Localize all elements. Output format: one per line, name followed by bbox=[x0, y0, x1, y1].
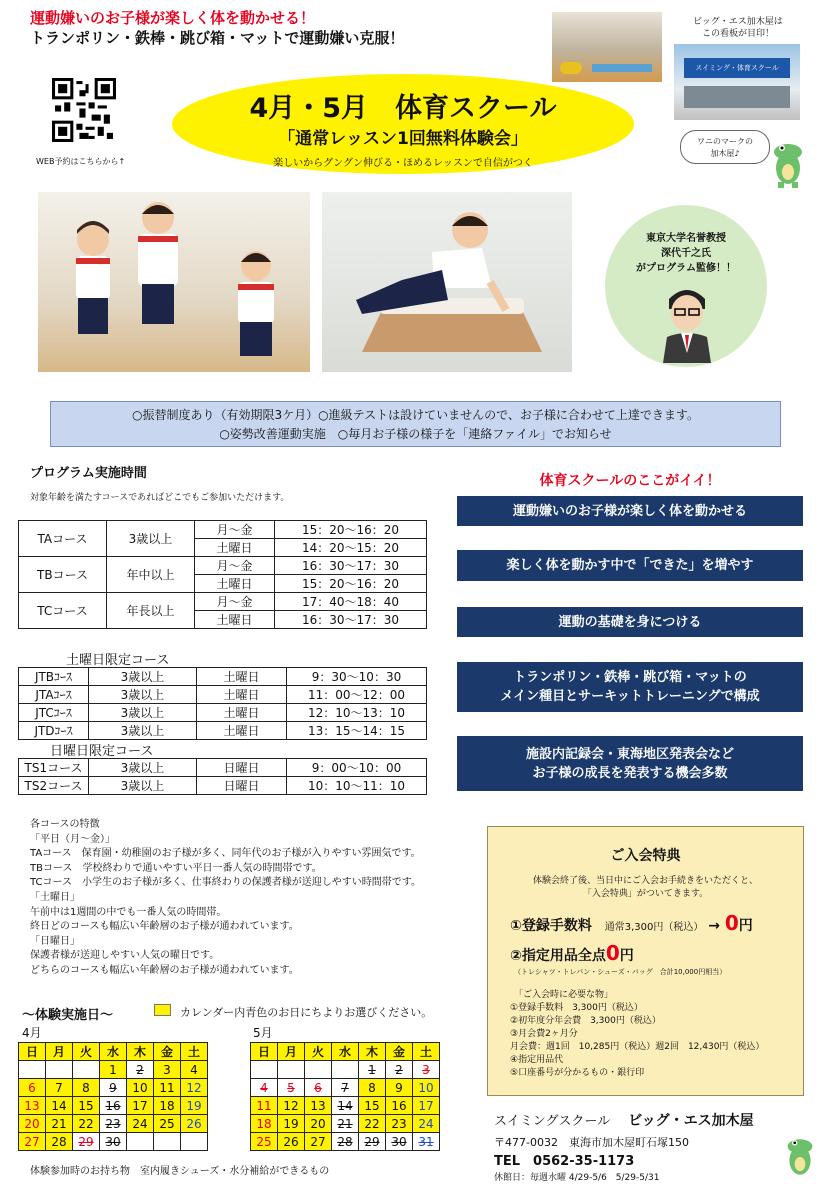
crocodile-bubble: ワニのマークの 加木屋♪ bbox=[680, 130, 770, 164]
course-day: 土曜日 bbox=[197, 722, 287, 740]
calendar-day[interactable]: 10 bbox=[127, 1079, 154, 1097]
headline-line2: トランポリン・鉄棒・跳び箱・マットで運動嫌い克服！ bbox=[30, 29, 405, 47]
calendar-day[interactable]: 17 bbox=[413, 1097, 440, 1115]
calendar-day: 3 bbox=[413, 1061, 440, 1079]
may-calendar bbox=[250, 1042, 440, 1151]
perk-arrow: → bbox=[708, 918, 720, 934]
calendar-day[interactable]: 13 bbox=[305, 1097, 332, 1115]
calendar-day[interactable]: 15 bbox=[359, 1097, 386, 1115]
calendar-weekday-row bbox=[251, 1043, 440, 1061]
calendar-day: 14 bbox=[332, 1097, 359, 1115]
feature-2: 楽しく体を動かす中で「できた」を増やす bbox=[457, 550, 803, 581]
note-line: 「平日（月～金）」 bbox=[30, 833, 115, 845]
footer-school bbox=[494, 1110, 754, 1130]
footer-tel[interactable]: TEL 0562-35-1173 bbox=[494, 1154, 635, 1169]
calendar-day[interactable]: 11 bbox=[251, 1097, 278, 1115]
need-list bbox=[510, 1002, 803, 1080]
perks-heading: ご入会特典 bbox=[610, 848, 681, 864]
calendar-day[interactable]: 6 bbox=[19, 1079, 46, 1097]
perk-item-2-label: ②指定用品全点 bbox=[510, 948, 606, 964]
weekday-label: 水 bbox=[100, 1043, 127, 1061]
footer-name: ビッグ・エス加木屋 bbox=[628, 1113, 754, 1129]
saturday-table bbox=[18, 667, 427, 740]
weekday-label: 土 bbox=[413, 1043, 440, 1061]
calendar-day[interactable]: 18 bbox=[251, 1115, 278, 1133]
calendar-empty bbox=[181, 1133, 208, 1151]
info-line2: ○姿勢改善運動実施 ○毎月お子様の様子を「連絡ファイル」でお知らせ bbox=[219, 427, 612, 441]
limited-course-row bbox=[19, 722, 427, 740]
weekday-label: 月 bbox=[46, 1043, 73, 1061]
schedule-row bbox=[19, 557, 427, 575]
schedule-row bbox=[19, 593, 427, 611]
calendar-day: 28 bbox=[332, 1133, 359, 1151]
calendar-day[interactable]: 24 bbox=[413, 1115, 440, 1133]
calendar-day: 9 bbox=[100, 1079, 127, 1097]
course-day: 土曜日 bbox=[197, 704, 287, 722]
calendar-day[interactable]: 15 bbox=[73, 1097, 100, 1115]
perk-item-1-detail: 通常3,300円（税込） bbox=[604, 922, 704, 933]
schedule-row bbox=[19, 521, 427, 539]
calendar-day[interactable]: 27 bbox=[305, 1133, 332, 1151]
note-line: TCコース 小学生のお子様が多く、仕事終わりの保護者様が送迎しやすい時間帯です。 bbox=[30, 877, 422, 889]
calendar-heading: ～体験実施日～ bbox=[22, 1008, 114, 1023]
calendar-day: 30 bbox=[100, 1133, 127, 1151]
tagline: 楽しいからグングン伸びる・ほめるレッスンで自信がつく bbox=[273, 158, 533, 169]
bring-note: 体験参加時のお持ち物 室内履きシューズ・水分補給ができるもの bbox=[30, 1166, 330, 1177]
calendar-empty bbox=[305, 1061, 332, 1079]
calendar-day[interactable]: 23 bbox=[386, 1115, 413, 1133]
perk-item-2-yen: 円 bbox=[619, 948, 634, 964]
course-time: 10：10～11：10 bbox=[287, 777, 427, 795]
course-age: 3歳以上 bbox=[89, 686, 197, 704]
calendar-week-row bbox=[251, 1097, 440, 1115]
calendar-day: 23 bbox=[100, 1115, 127, 1133]
weekday-label: 火 bbox=[305, 1043, 332, 1061]
limited-course-row bbox=[19, 759, 427, 777]
calendar-day[interactable]: 11 bbox=[154, 1079, 181, 1097]
kids-photo bbox=[38, 192, 310, 372]
course-day: 日曜日 bbox=[197, 759, 287, 777]
calendar-week-row bbox=[251, 1079, 440, 1097]
calendar-empty bbox=[19, 1061, 46, 1079]
calendar-empty bbox=[154, 1133, 181, 1151]
note-line: 「土曜日」 bbox=[30, 891, 80, 903]
course-time: 9：30～10：30 bbox=[287, 668, 427, 686]
calendar-day: 31 bbox=[413, 1133, 440, 1151]
calendar-legend: カレンダー内青色のお日にちよりお選びください。 bbox=[180, 1006, 433, 1019]
calendar-day[interactable]: 20 bbox=[19, 1115, 46, 1133]
weekday-label: 土 bbox=[181, 1043, 208, 1061]
note-line: 午前中は1週間の中でも一番人気の時間帯。 bbox=[30, 906, 227, 918]
calendar-day[interactable]: 17 bbox=[127, 1097, 154, 1115]
calendar-day[interactable]: 8 bbox=[359, 1079, 386, 1097]
calendar-week-row bbox=[251, 1061, 440, 1079]
child-figure-1 bbox=[76, 221, 110, 334]
course-time: 12：10～13：10 bbox=[287, 704, 427, 722]
course-day: 土曜日 bbox=[197, 668, 287, 686]
info-line1: ○振替制度あり（有効期限3ケ月）○進級テストは設けていませんので、お子様に合わせて上達できます。 bbox=[132, 408, 699, 422]
crocodile-icon bbox=[766, 138, 810, 190]
course-name: TS2コース bbox=[19, 777, 89, 795]
course-age: 3歳以上 bbox=[89, 759, 197, 777]
need-item: ④指定用品代 bbox=[510, 1055, 564, 1065]
course-day: 土曜日 bbox=[195, 539, 275, 557]
calendar-week-row bbox=[19, 1133, 208, 1151]
course-day: 土曜日 bbox=[195, 575, 275, 593]
course-age: 3歳以上 bbox=[89, 777, 197, 795]
calendar-day[interactable]: 1 bbox=[100, 1061, 127, 1079]
need-item: ②初年度分年会費 3,300円（税込） bbox=[510, 1016, 661, 1026]
perk-item-1 bbox=[510, 911, 803, 935]
calendar-day: 29 bbox=[73, 1133, 100, 1151]
calendar-empty bbox=[46, 1061, 73, 1079]
calendar-empty bbox=[127, 1133, 154, 1151]
calendar-day[interactable]: 22 bbox=[73, 1115, 100, 1133]
professor-text: 東京大学名誉教授 深代千之氏 がプログラム監修！！ bbox=[636, 233, 736, 274]
calendar-day[interactable]: 3 bbox=[154, 1061, 181, 1079]
saturday-heading: 土曜日限定コース bbox=[66, 653, 170, 668]
note-line: どちらのコースも幅広い年齢層のお子様が通われています。 bbox=[30, 964, 299, 976]
course-name: TAコース bbox=[19, 521, 107, 557]
calendar-day: 5 bbox=[278, 1079, 305, 1097]
footer-address: 〒477-0032 東海市加木屋町石塚150 bbox=[494, 1136, 689, 1149]
calendar-day[interactable]: 12 bbox=[181, 1079, 208, 1097]
calendar-day[interactable]: 16 bbox=[386, 1097, 413, 1115]
note-line: TAコース 保育園・幼稚園のお子様が多く、同年代のお子様が入りやすい雰囲気です。 bbox=[30, 848, 421, 860]
calendar-day[interactable]: 9 bbox=[386, 1079, 413, 1097]
need-item: ①登録手数料 3,300円（税込） bbox=[510, 1003, 643, 1013]
calendar-day[interactable]: 25 bbox=[154, 1115, 181, 1133]
course-name: JTAｺｰｽ bbox=[19, 686, 89, 704]
course-age: 3歳以上 bbox=[107, 521, 195, 557]
calendar-day[interactable]: 7 bbox=[46, 1079, 73, 1097]
calendar-day[interactable]: 28 bbox=[46, 1133, 73, 1151]
professor-illustration bbox=[657, 283, 717, 363]
calendar-day[interactable]: 24 bbox=[127, 1115, 154, 1133]
calendar-day: 2 bbox=[127, 1061, 154, 1079]
need-heading: 「ご入会時に必要な物」 bbox=[514, 990, 614, 1000]
sign-note: ビッグ・エス加木屋は この看板が目印！ bbox=[693, 17, 783, 39]
vaulting-box bbox=[362, 310, 542, 352]
calendar-week-row bbox=[19, 1097, 208, 1115]
course-time: 13：15～14：15 bbox=[287, 722, 427, 740]
perk-item-1-label: ①登録手数料 bbox=[510, 918, 592, 934]
feature-1: 運動嫌いのお子様が楽しく体を動かせる bbox=[457, 496, 803, 526]
weekday-label: 金 bbox=[154, 1043, 181, 1061]
calendar-day: 21 bbox=[332, 1115, 359, 1133]
weekday-label: 日 bbox=[251, 1043, 278, 1061]
weekday-label: 金 bbox=[386, 1043, 413, 1061]
calendar-empty bbox=[332, 1061, 359, 1079]
qr-label: WEB予約はこちらから↑ bbox=[36, 157, 126, 166]
feature-4: トランポリン・鉄棒・跳び箱・マットの メイン種目とサーキットトレーニングで構成 bbox=[457, 662, 803, 712]
course-time: 9：00～10：00 bbox=[287, 759, 427, 777]
weekday-label: 木 bbox=[359, 1043, 386, 1061]
weekday-label: 日 bbox=[19, 1043, 46, 1061]
course-name: JTCｺｰｽ bbox=[19, 704, 89, 722]
course-time: 17：40～18：40 bbox=[275, 593, 427, 611]
course-time: 15：20～16：20 bbox=[275, 575, 427, 593]
weekday-label: 火 bbox=[73, 1043, 100, 1061]
calendar-week-row bbox=[19, 1061, 208, 1079]
calendar-week-row bbox=[19, 1079, 208, 1097]
sunday-heading: 日曜日限定コース bbox=[50, 744, 154, 759]
need-item: ③月会費2ヶ月分 bbox=[510, 1029, 578, 1039]
calendar-day[interactable]: 13 bbox=[19, 1097, 46, 1115]
course-age: 3歳以上 bbox=[89, 668, 197, 686]
calendar-day: 1 bbox=[359, 1061, 386, 1079]
note-line: 「日曜日」 bbox=[30, 935, 80, 947]
calendar-day: 30 bbox=[386, 1133, 413, 1151]
course-age: 3歳以上 bbox=[89, 704, 197, 722]
course-age: 年長以上 bbox=[107, 593, 195, 629]
features-heading: 体育スクールのここがイイ！ bbox=[539, 473, 721, 489]
perks-intro: 体験会終了後、当日中にご入会お手続きをいただくと、 「入会特典」がついてきます。 bbox=[532, 876, 758, 899]
note-line: 保護者様が送迎しやすい人気の曜日です。 bbox=[30, 950, 220, 962]
weekday-label: 水 bbox=[332, 1043, 359, 1061]
note-line: TBコース 学校終わりで通いやすい平日一番人気の時間帯です。 bbox=[30, 862, 322, 874]
calendar-day[interactable]: 25 bbox=[251, 1133, 278, 1151]
limited-course-row bbox=[19, 777, 427, 795]
building-sign: スイミング・体育スクール bbox=[684, 58, 790, 78]
professor-circle bbox=[605, 205, 767, 367]
footer-school-type: スイミングスクール bbox=[494, 1114, 611, 1129]
course-age: 年中以上 bbox=[107, 557, 195, 593]
april-calendar bbox=[18, 1042, 208, 1151]
calendar-empty bbox=[278, 1061, 305, 1079]
note-line: 各コースの特徴 bbox=[30, 819, 100, 830]
calendar-day[interactable]: 26 bbox=[278, 1133, 305, 1151]
limited-course-row bbox=[19, 686, 427, 704]
course-name: TS1コース bbox=[19, 759, 89, 777]
calendar-day: 29 bbox=[359, 1133, 386, 1151]
calendar-day[interactable]: 12 bbox=[278, 1097, 305, 1115]
child-figure-3 bbox=[238, 251, 274, 356]
headline-line1: 運動嫌いのお子様が楽しく体を動かせる！ bbox=[30, 9, 316, 27]
weekday-label: 木 bbox=[127, 1043, 154, 1061]
legend-swatch bbox=[154, 1004, 171, 1016]
schedule-note: 対象年齢を満たすコースであればどこでもご参加いただけます。 bbox=[30, 493, 290, 503]
perk-item-1-yen: 円 bbox=[738, 918, 753, 934]
need-item: 月会費：週1回 10,285円（税込）週2回 12,430円（税込） bbox=[510, 1042, 765, 1052]
perk-item-2 bbox=[510, 941, 803, 965]
course-name: JTBｺｰｽ bbox=[19, 668, 89, 686]
calendar-week-row bbox=[19, 1115, 208, 1133]
course-day: 月～金 bbox=[195, 593, 275, 611]
course-day: 日曜日 bbox=[197, 777, 287, 795]
course-name: JTDｺｰｽ bbox=[19, 722, 89, 740]
main-schedule-table bbox=[18, 520, 427, 629]
building-photo bbox=[674, 44, 800, 120]
info-box bbox=[50, 401, 781, 447]
calendar-empty bbox=[251, 1061, 278, 1079]
calendar-day[interactable]: 20 bbox=[305, 1115, 332, 1133]
child-figure-2 bbox=[138, 202, 178, 324]
calendar-day[interactable]: 4 bbox=[181, 1061, 208, 1079]
calendar-week-row bbox=[251, 1133, 440, 1151]
april-label: 4月 bbox=[22, 1026, 42, 1040]
calendar-day[interactable]: 10 bbox=[413, 1079, 440, 1097]
need-item: ⑤口座番号が分かるもの・銀行印 bbox=[510, 1068, 645, 1078]
feature-5: 施設内記録会・東海地区発表会など お子様の成長を発表する機会多数 bbox=[457, 736, 803, 791]
calendar-day[interactable]: 22 bbox=[359, 1115, 386, 1133]
course-day: 月～金 bbox=[195, 521, 275, 539]
calendar-day[interactable]: 26 bbox=[181, 1115, 208, 1133]
course-day: 月～金 bbox=[195, 557, 275, 575]
perk-item-2-value: 0 bbox=[605, 941, 620, 965]
calendar-empty bbox=[73, 1061, 100, 1079]
footer-closed: 休館日：毎週水曜 4/29-5/6 5/29-5/31 bbox=[494, 1173, 660, 1183]
headline bbox=[30, 8, 404, 48]
calendar-day: 6 bbox=[305, 1079, 332, 1097]
calendar-day[interactable]: 18 bbox=[154, 1097, 181, 1115]
calendar-day[interactable]: 19 bbox=[181, 1097, 208, 1115]
calendar-day: 16 bbox=[100, 1097, 127, 1115]
course-name: TCコース bbox=[19, 593, 107, 629]
limited-course-row bbox=[19, 668, 427, 686]
course-time: 14：20～15：20 bbox=[275, 539, 427, 557]
calendar-day[interactable]: 19 bbox=[278, 1115, 305, 1133]
perk-item-2-detail: （トレシャツ・トレパン・シューズ・バッグ 合計10,000円相当） bbox=[514, 968, 727, 976]
course-time: 15：20～16：20 bbox=[275, 521, 427, 539]
crocodile-footer-icon bbox=[780, 1134, 820, 1180]
gym-photo bbox=[552, 12, 662, 82]
course-time: 16：30～17：30 bbox=[275, 557, 427, 575]
may-label: 5月 bbox=[253, 1026, 273, 1040]
course-day: 土曜日 bbox=[197, 686, 287, 704]
calendar-day[interactable]: 27 bbox=[19, 1133, 46, 1151]
calendar-weekday-row bbox=[19, 1043, 208, 1061]
course-age: 3歳以上 bbox=[89, 722, 197, 740]
calendar-day[interactable]: 21 bbox=[46, 1115, 73, 1133]
course-time: 11：00～12：00 bbox=[287, 686, 427, 704]
course-notes bbox=[30, 818, 470, 979]
perk-item-1-value: 0 bbox=[724, 911, 739, 935]
calendar-day: 7 bbox=[332, 1079, 359, 1097]
feature-3: 運動の基礎を身につける bbox=[457, 607, 803, 637]
course-name: TBコース bbox=[19, 557, 107, 593]
page-subtitle: 「通常レッスン1回無料体験会」 bbox=[278, 129, 528, 149]
note-line: 終日どのコースも幅広い年齢層のお子様が通われています。 bbox=[30, 921, 299, 933]
calendar-day: 2 bbox=[386, 1061, 413, 1079]
schedule-heading: プログラム実施時間 bbox=[30, 466, 147, 481]
course-time: 16：30～17：30 bbox=[275, 611, 427, 629]
page-title: 4月・5月 体育スクール bbox=[249, 93, 557, 124]
calendar-week-row bbox=[251, 1115, 440, 1133]
course-day: 土曜日 bbox=[195, 611, 275, 629]
calendar-day[interactable]: 14 bbox=[46, 1097, 73, 1115]
qr-code-icon[interactable] bbox=[52, 78, 116, 142]
sunday-table bbox=[18, 758, 427, 795]
perks-box bbox=[487, 826, 804, 1096]
calendar-day[interactable]: 8 bbox=[73, 1079, 100, 1097]
limited-course-row bbox=[19, 704, 427, 722]
weekday-label: 月 bbox=[278, 1043, 305, 1061]
vault-photo bbox=[322, 192, 572, 372]
calendar-day: 4 bbox=[251, 1079, 278, 1097]
